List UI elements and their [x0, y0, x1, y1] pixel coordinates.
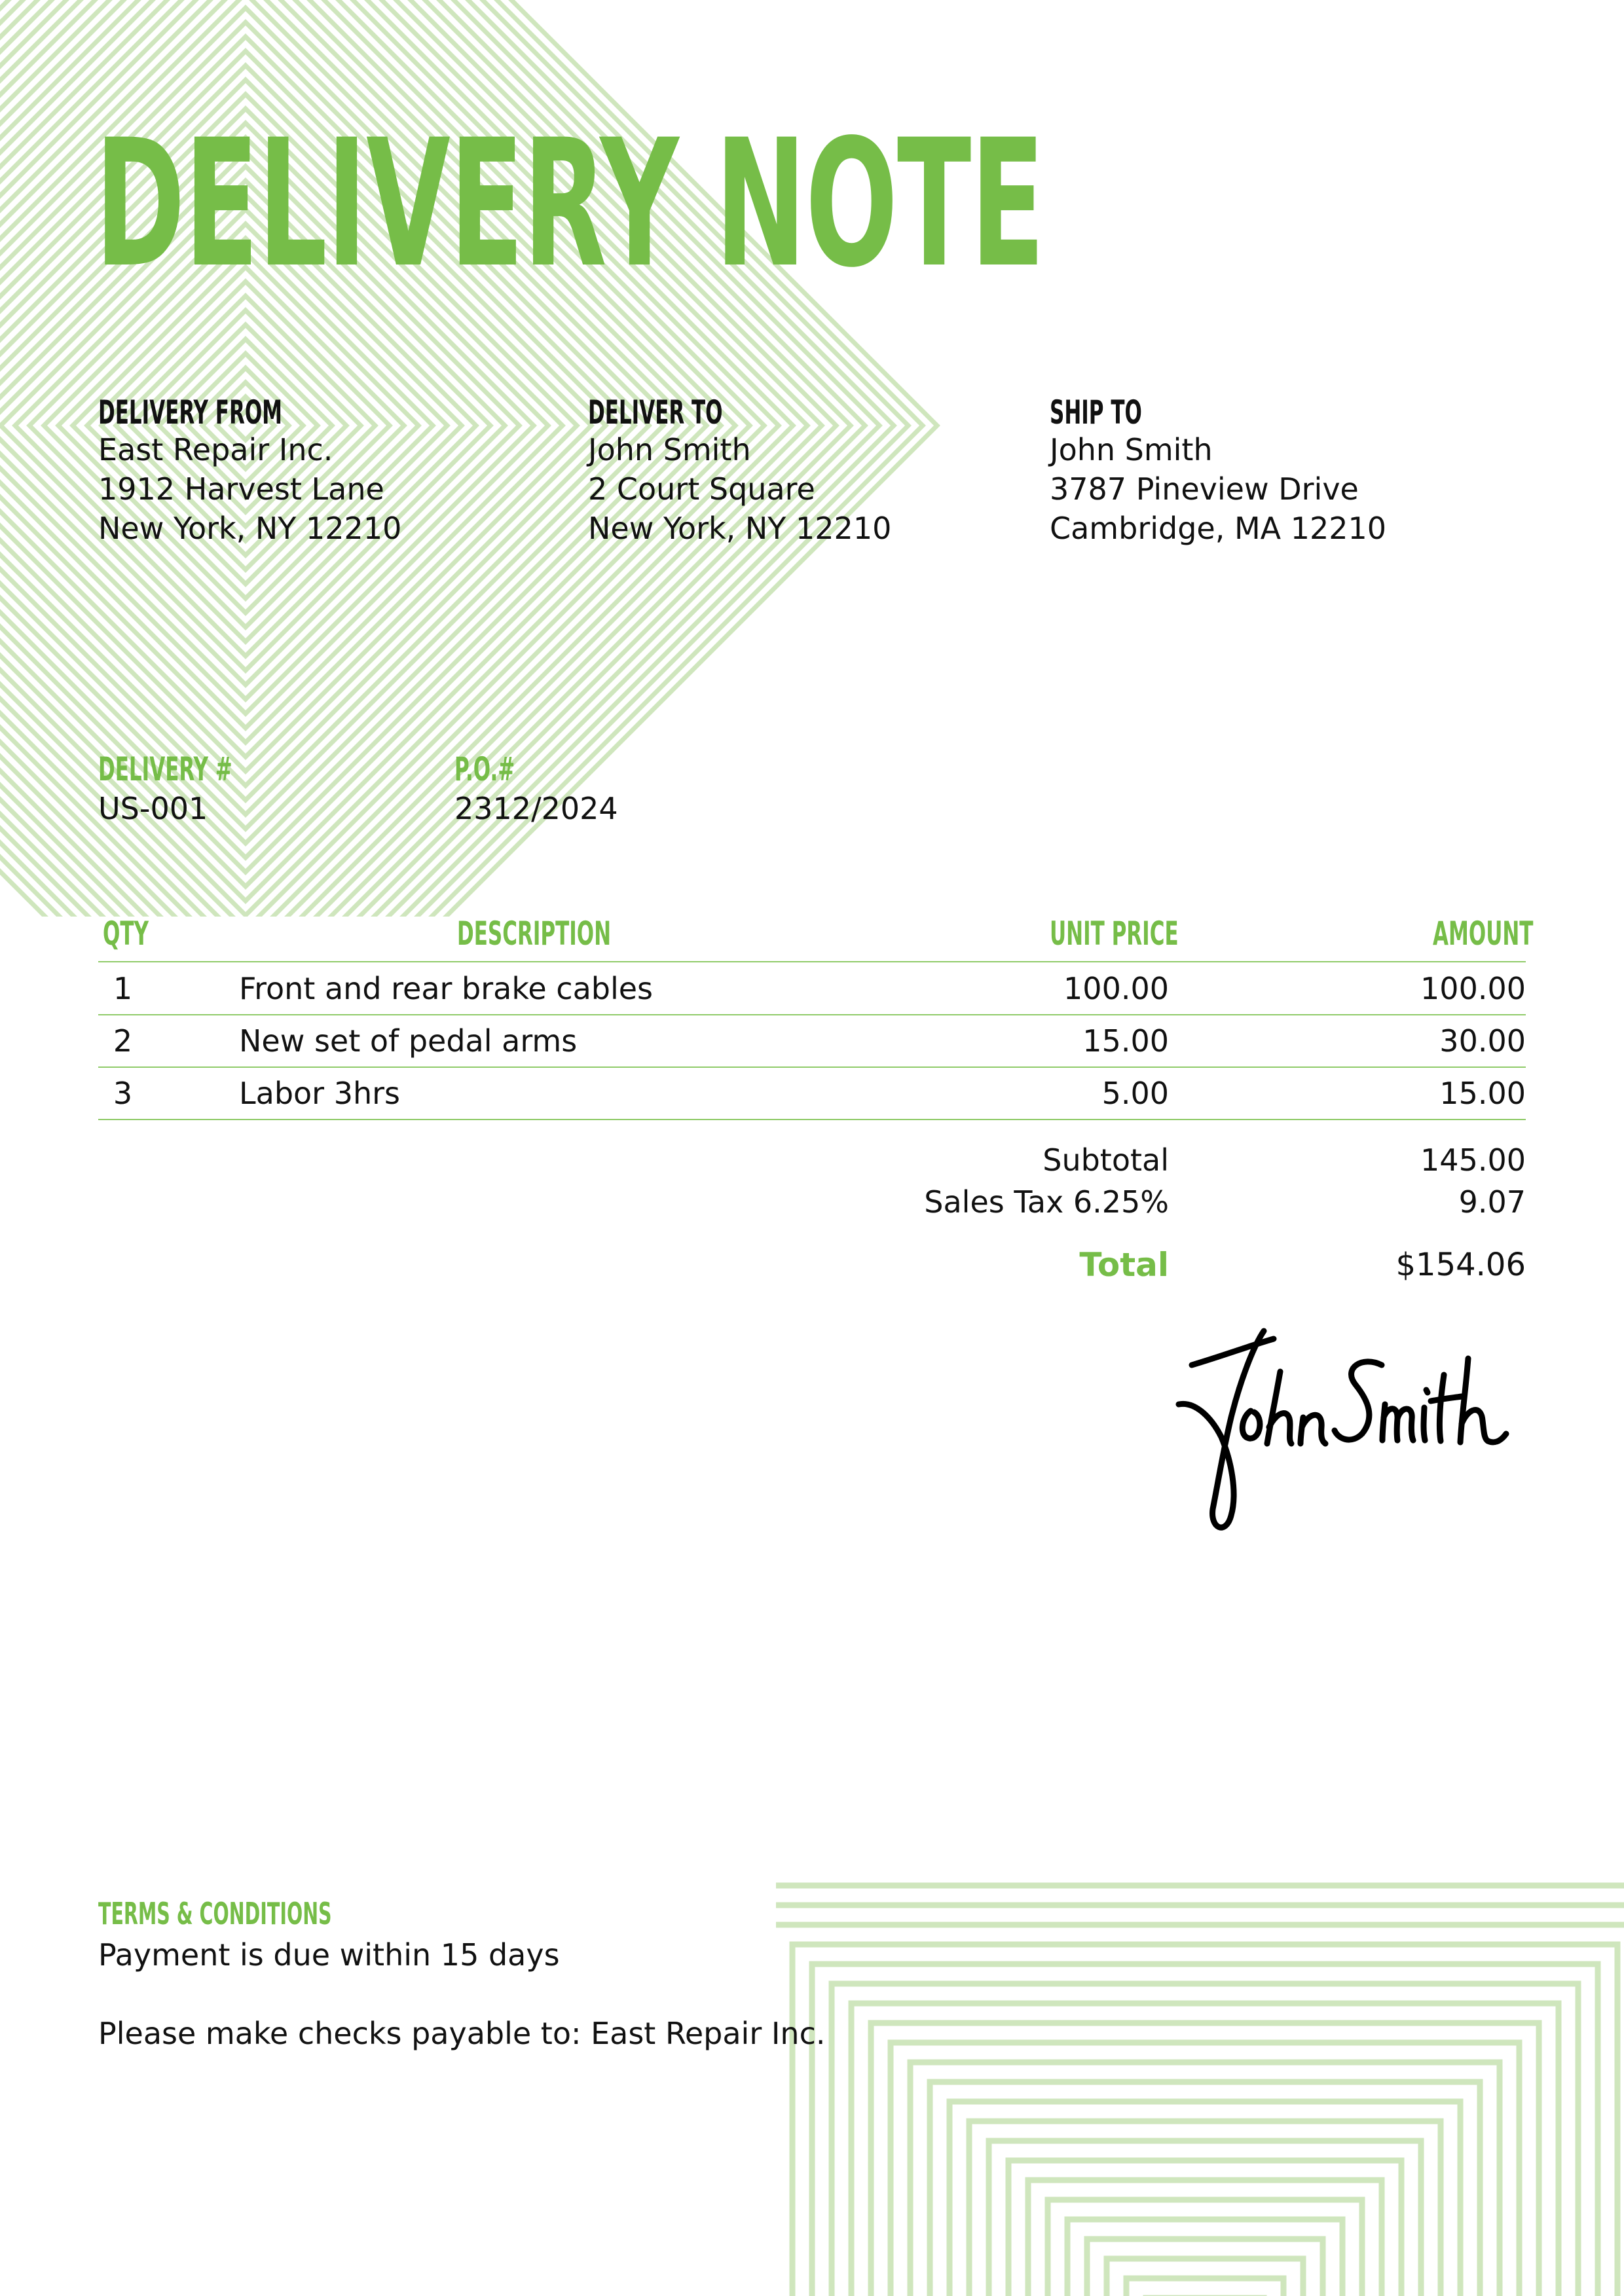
- delivery-from-label: DELIVERY FROM: [98, 393, 283, 431]
- row-amount: 15.00: [1439, 1076, 1526, 1111]
- row-unit-price: 15.00: [1082, 1023, 1169, 1059]
- ship-to-label: SHIP TO: [1050, 393, 1142, 431]
- delivery-from-block: [98, 393, 402, 546]
- delivery-from-line: 1912 Harvest Lane: [98, 471, 384, 507]
- delivery-number-value: US-001: [98, 791, 208, 826]
- row-unit-price: 100.00: [1063, 971, 1169, 1006]
- row-divider: [98, 1014, 1526, 1015]
- total-label: Total: [1079, 1246, 1169, 1284]
- ship-to-line: 3787 Pineview Drive: [1050, 471, 1359, 507]
- po-number-label: P.O.#: [454, 750, 515, 788]
- table-header-divider: [98, 961, 1526, 962]
- sales-tax-value: 9.07: [1458, 1184, 1526, 1220]
- deliver-to-line: New York, NY 12210: [588, 511, 892, 546]
- sales-tax-label: Sales Tax 6.25%: [924, 1184, 1169, 1220]
- ship-to-block: [1050, 393, 1387, 546]
- row-qty: 1: [113, 971, 133, 1006]
- signature: [1166, 1319, 1532, 1542]
- subtotal-value: 145.00: [1420, 1142, 1526, 1178]
- column-header-unit-price: UNIT PRICE: [1050, 915, 1179, 953]
- terms-label: TERMS & CONDITIONS: [98, 1896, 332, 1931]
- row-description: Labor 3hrs: [239, 1076, 400, 1111]
- ship-to-line: Cambridge, MA 12210: [1050, 511, 1387, 546]
- row-description: New set of pedal arms: [239, 1023, 578, 1059]
- row-description: Front and rear brake cables: [239, 971, 654, 1006]
- page-title: DELIVERY NOTE: [95, 102, 1044, 306]
- ship-to-line: John Smith: [1050, 432, 1213, 467]
- deliver-to-line: 2 Court Square: [588, 471, 815, 507]
- po-number-value: 2312/2024: [454, 791, 618, 826]
- delivery-from-line: New York, NY 12210: [98, 511, 402, 546]
- terms-line: Payment is due within 15 days: [98, 1937, 560, 1973]
- deliver-to-block: [588, 393, 892, 546]
- table-bottom-divider: [98, 1119, 1526, 1120]
- column-header-qty: QTY: [103, 915, 149, 953]
- column-header-amount: AMOUNT: [1433, 915, 1534, 953]
- total-value: $154.06: [1395, 1247, 1526, 1283]
- delivery-number-label: DELIVERY #: [98, 750, 232, 788]
- row-unit-price: 5.00: [1101, 1076, 1169, 1111]
- deliver-to-line: John Smith: [588, 432, 751, 467]
- row-qty: 3: [113, 1076, 133, 1111]
- deliver-to-label: DELIVER TO: [588, 393, 723, 431]
- row-amount: 100.00: [1420, 971, 1526, 1006]
- row-divider: [98, 1066, 1526, 1068]
- column-header-description: DESCRIPTION: [457, 915, 612, 953]
- delivery-from-line: East Repair Inc.: [98, 432, 333, 467]
- row-qty: 2: [113, 1023, 133, 1059]
- terms-line: Please make checks payable to: East Repair Inc.: [98, 2016, 826, 2051]
- subtotal-label: Subtotal: [1043, 1142, 1169, 1178]
- row-amount: 30.00: [1439, 1023, 1526, 1059]
